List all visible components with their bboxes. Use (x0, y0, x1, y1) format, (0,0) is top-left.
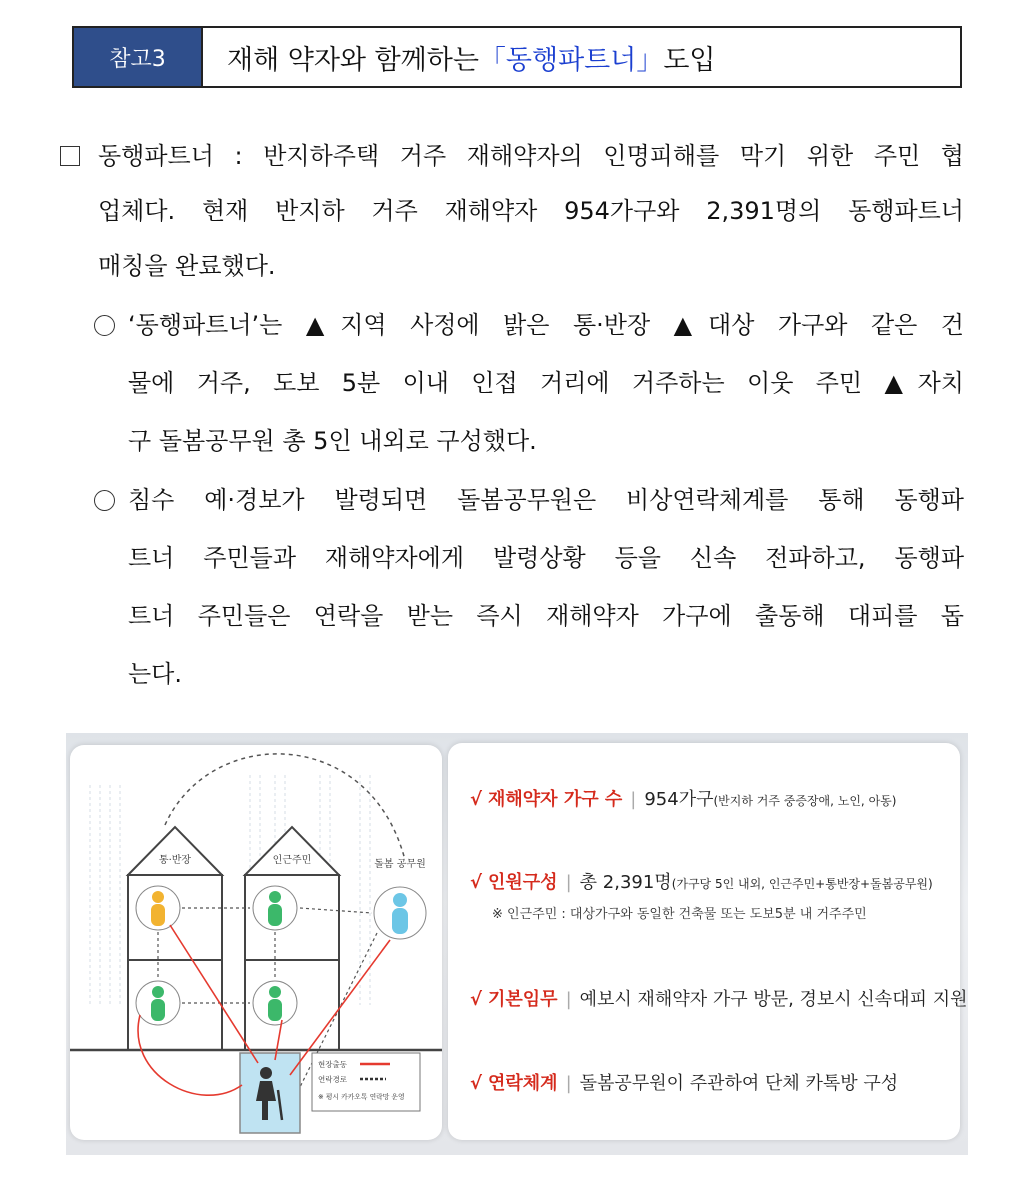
title-highlight: 「동행파트너」 (478, 44, 664, 76)
facts-panel (448, 743, 968, 1140)
legend-contact: 연락경로 (318, 1075, 347, 1084)
page-title (203, 28, 960, 86)
title-text-after: 도입 (663, 44, 716, 76)
label-neighbor: 인근주민 (272, 855, 312, 866)
p1-line-3: 매칭을 완료했다. (98, 252, 276, 280)
p3-line-2: 트너 주민들과 재해약자에게 발령상황 등을 신속 전파하고, 동행파 (128, 544, 964, 572)
p2-line-2: 물에 거주, 도보 5분 이내 인접 거리에 거주하는 이웃 주민 ▲자치 (128, 369, 964, 397)
p2-line-3: 구 돌봄공무원 총 5인 내외로 구성했다. (128, 427, 537, 455)
check-icon: √ (470, 989, 483, 1010)
title-text-before: 재해 약자와 함께하는 (227, 44, 479, 76)
legend-dispatch: 현장출동 (318, 1060, 347, 1069)
fact-contact: √ 연락체계 | 돌봄공무원이 주관하여 단체 카톡방 구성 (470, 1073, 899, 1094)
fact-households: √ 재해약자 가구 수 | 954가구(반지하 거주 중증장애, 노인, 아동) (470, 789, 897, 810)
p3-line-4: 는다. (128, 660, 182, 688)
p1-line-1: 동행파트너 : 반지하주택 거주 재해약자의 인명피해를 막기 위한 주민 협 (98, 142, 964, 170)
facts-note: ※ 인근주민 : 대상가구와 동일한 건축물 또는 도보5분 내 거주주민 (492, 907, 867, 922)
title-box (72, 26, 962, 88)
check-icon: √ (470, 1073, 483, 1094)
partner-diagram (70, 745, 442, 1140)
circle-bullet-icon (94, 315, 115, 336)
title-tag: 참고3 (74, 28, 203, 86)
check-icon: √ (470, 872, 483, 893)
fact-duty: √ 기본임무 | 예보시 재해약자 가구 방문, 경보시 신속대피 지원 (470, 989, 968, 1010)
p3-line-3: 트너 주민들은 연락을 받는 즉시 재해약자 가구에 출동해 대피를 돕 (128, 602, 964, 630)
fact-members: √ 인원구성 | 총 2,391명(가구당 5인 내외, 인근주민+통반장+돌봄공무원) (470, 872, 933, 893)
square-bullet-icon (60, 146, 80, 166)
diagram-panel (70, 745, 442, 1140)
p2-line-1: ‘동행파트너’는 ▲지역 사정에 밝은 통·반장 ▲대상 가구와 같은 건 (128, 311, 964, 339)
label-tongbanjang: 통·반장 (158, 855, 192, 866)
p1-line-2: 업체다. 현재 반지하 거주 재해약자 954가구와 2,391명의 동행파트너 (98, 197, 964, 225)
p3-line-1: 침수 예·경보가 발령되면 돌봄공무원은 비상연락체계를 통해 동행파 (128, 486, 964, 514)
check-icon: √ (470, 789, 483, 810)
infographic (66, 733, 968, 1155)
label-official: 돌봄 공무원 (374, 859, 426, 870)
circle-bullet-icon (94, 490, 115, 511)
legend-note: ※ 평시 카카오톡 연락망 운영 (318, 1093, 405, 1101)
